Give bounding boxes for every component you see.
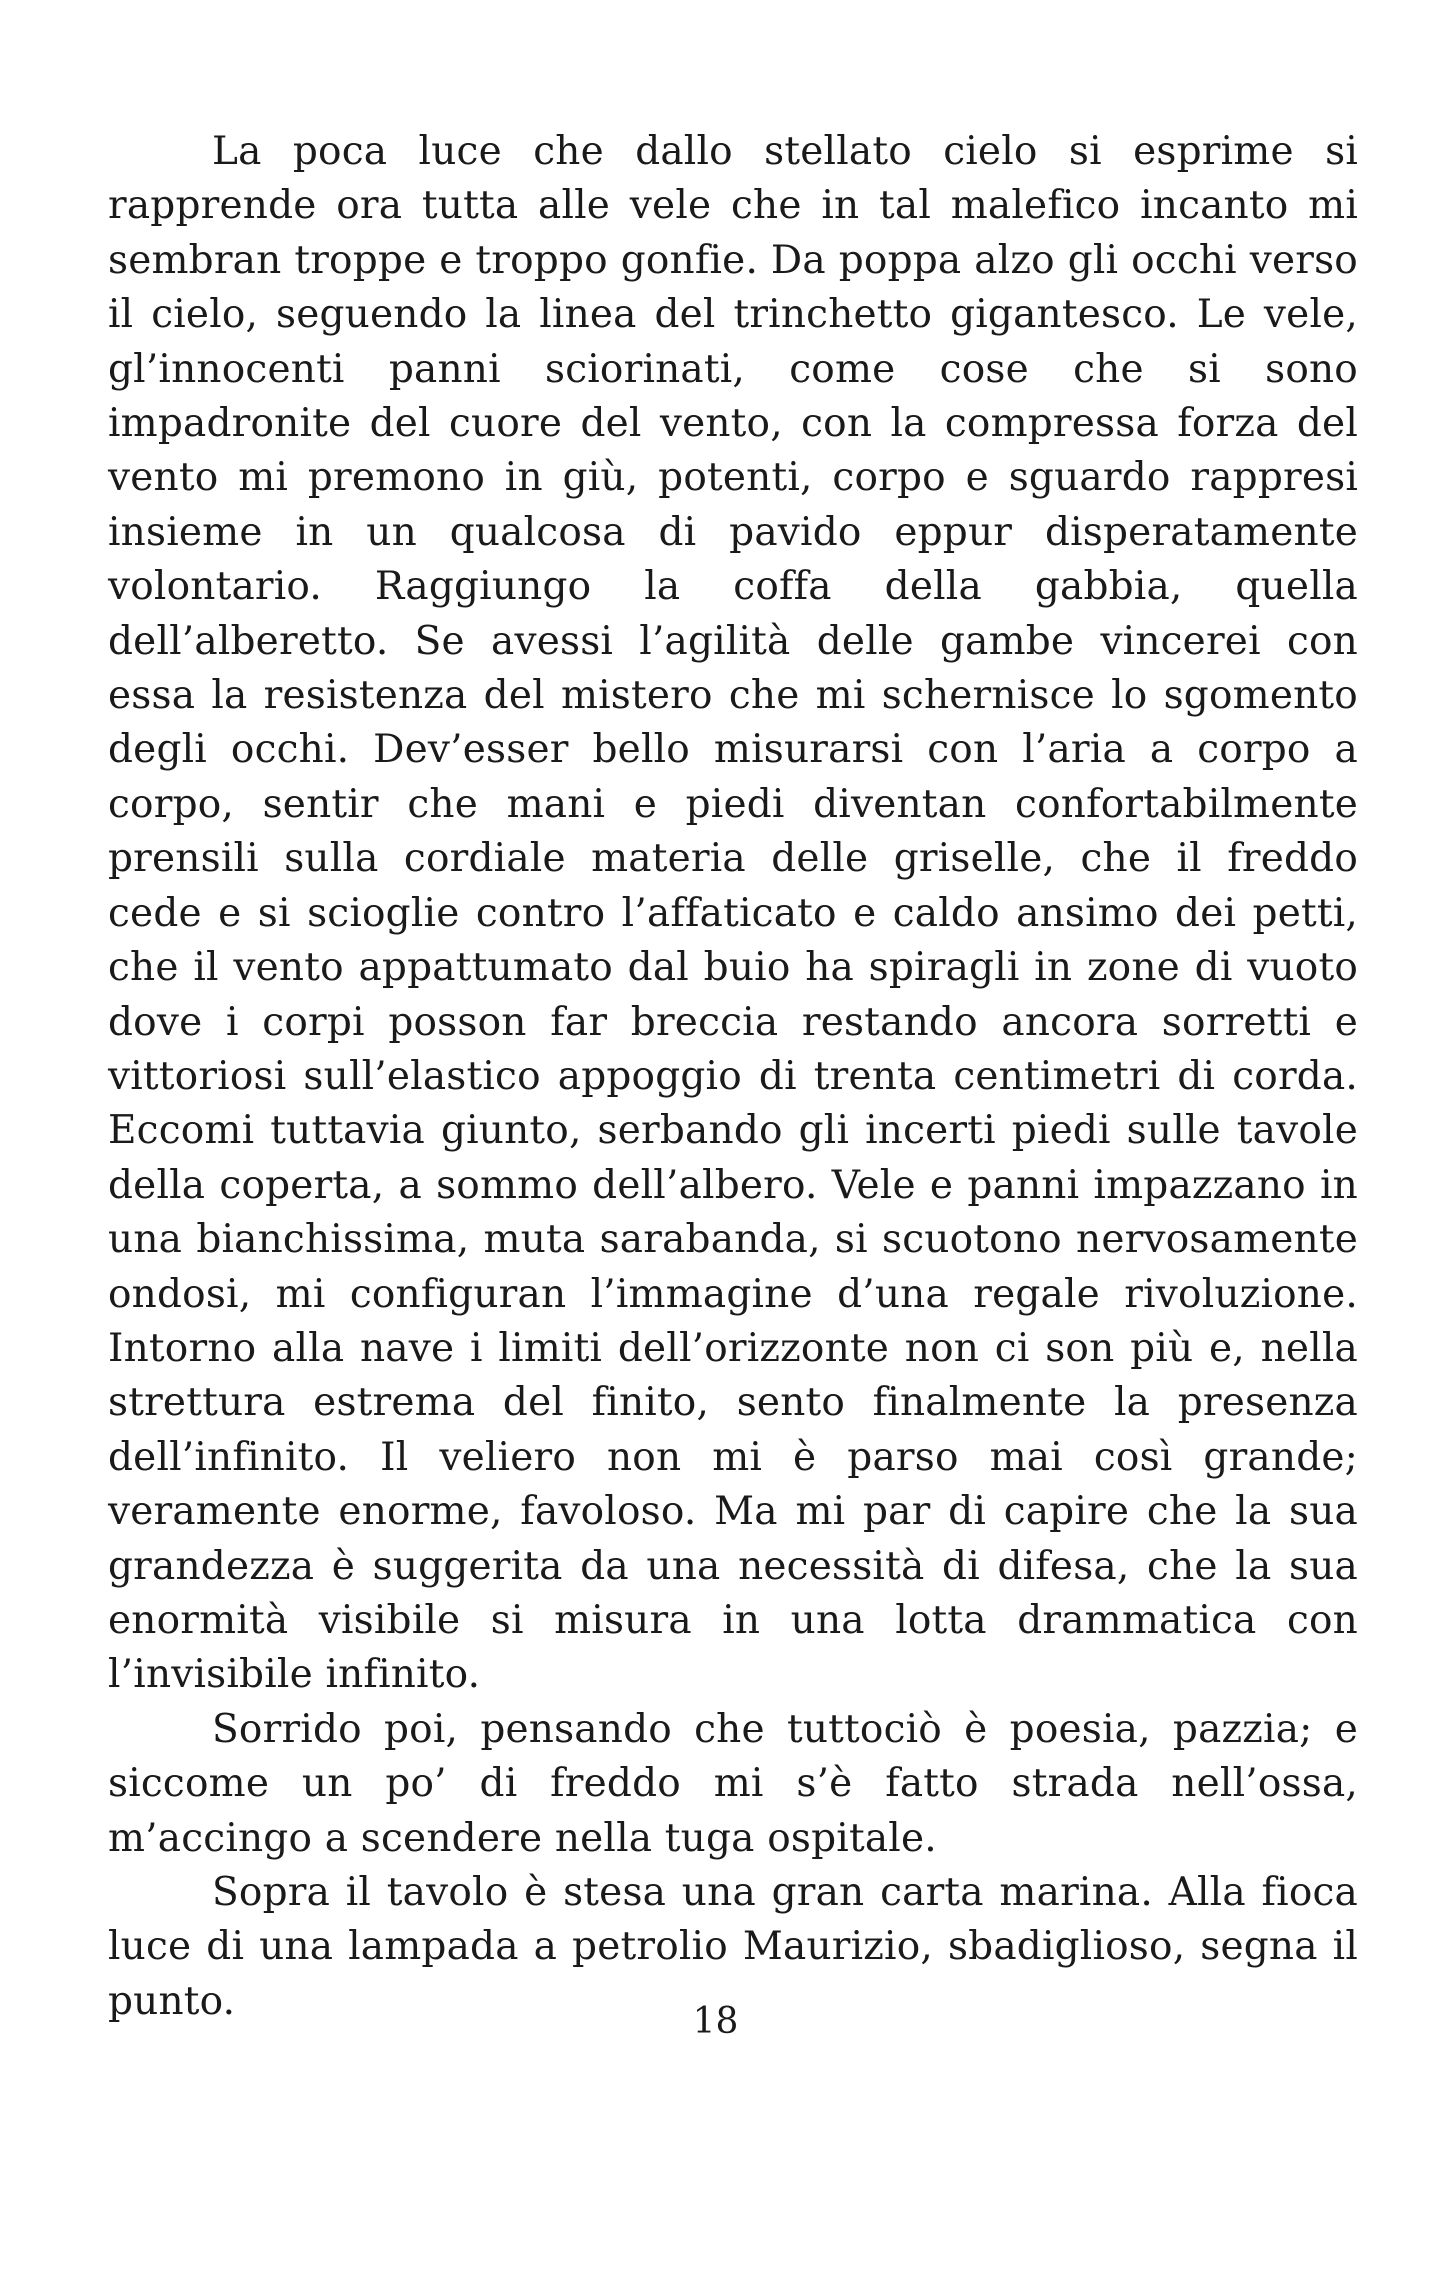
paragraph-3: Sopra il tavolo è stesa una gran carta marina. Alla fioca luce di una lampada a petrolio Maurizio, sbadiglioso, segna il punto. [108, 1870, 1358, 2024]
paragraph-1: La poca luce che dallo stellato cielo si esprime si rapprende ora tutta alle vele che in tal malefico incanto mi sembran troppe e troppo gonfie. Da poppa alzo gli occhi verso il cielo, seguendo la linea del trinchetto gigantesco. Le vele, gl’innocenti panni sciorinati, come cose che si sono impadronite del cuore del vento, con la compressa forza del vento mi premono in giù, potenti, corpo e sguardo rappresi insieme in un qualcosa di pavido eppur disperatamente volontario. Raggiungo la coffa della gabbia, quella dell’alberetto. Se avessi l’agilità delle gambe vincerei con essa la resistenza del mistero che mi schernisce lo sgomento degli occhi. Dev’esser bello misurarsi con l’aria a corpo a corpo, sentir che mani e piedi diventan confortabilmente prensili sulla cordiale materia delle griselle, che il freddo cede e si scioglie contro l’affaticato e caldo ansimo dei petti, che il vento appattumato dal buio ha spiragli in zone di vuoto dove i corpi posson far breccia restando ancora sorretti e vittoriosi sull’elastico appoggio di trenta centimetri di corda. Eccomi tuttavia giunto, serbando gli incerti piedi sulle tavole della coperta, a sommo dell’albero. Vele e panni impazzano in una bianchissima, muta sarabanda, si scuotono nervosamente ondosi, mi configuran l’immagine d’una regale rivoluzione. Intorno alla nave i limiti dell’orizzonte non ci son più e, nella strettura estrema del finito, sento finalmente la presenza dell’infinito. Il veliero non mi è parso mai così grande; veramente enorme, favoloso. Ma mi par di capire che la sua grandezza è suggerita da una necessità di difesa, che la sua enormità visibile si misura in una lotta drammatica con l’invisibile infinito. [108, 129, 1358, 1698]
page-body [108, 125, 1358, 2029]
paragraph-2: Sorrido poi, pensando che tuttociò è poesia, pazzia; e siccome un po’ di freddo mi s’è fatto strada nell’ossa, m’accingo a scendere nella tuga ospitale. [108, 1706, 1358, 1861]
page-number: 18 [692, 2001, 739, 2042]
